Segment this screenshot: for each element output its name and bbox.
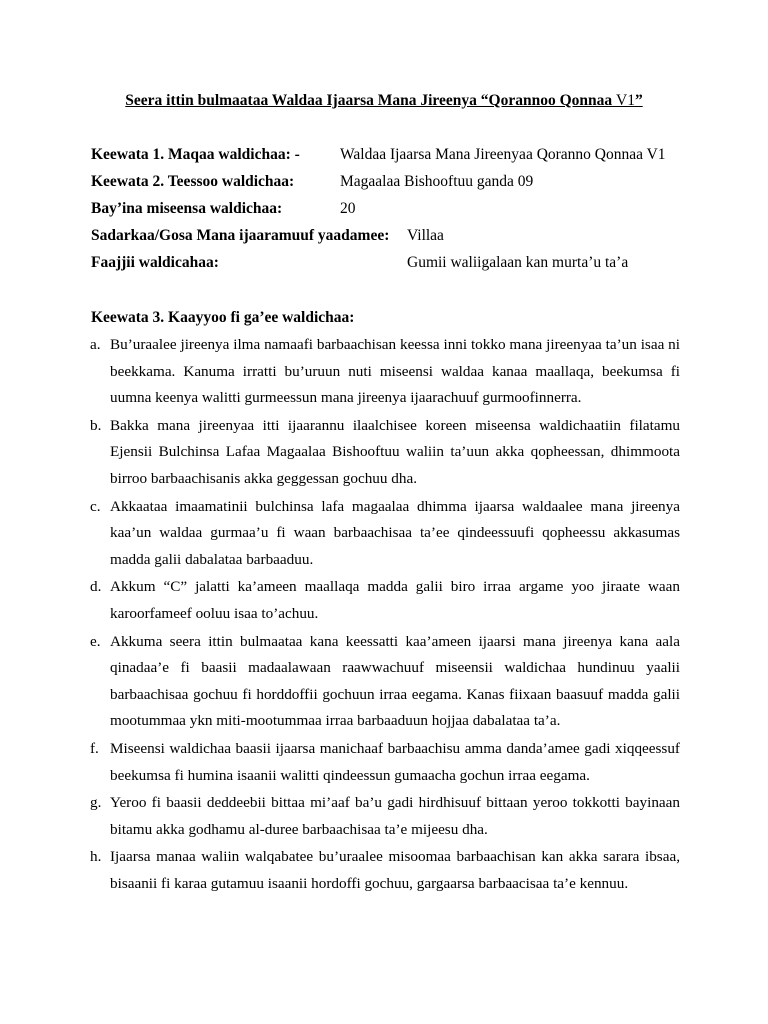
field-value: Gumii waliigalaan kan murta’u ta’a	[407, 254, 629, 271]
title-close-quote: ”	[634, 92, 643, 109]
field-label: Keewata 2. Teessoo waldichaa:	[91, 173, 295, 190]
list-item	[90, 413, 680, 493]
item-text: Akkaataa imaamatinii bulchinsa lafa magaalaa dhimma ijaarsa waldaalee mana jireenya kaa’un waldaa gurmaa’u fi waan barbaachisaa ta’ee qindeessuufi qopheessu akkasumas madda galii dabalataa barbaaduu.	[110, 497, 680, 568]
item-text: Miseensi waldichaa baasii ijaarsa manichaaf barbaachisu amma danda’amee gadi xiqqeessuf beekumsa fi humina isaanii walitti qindeessun gumaacha gochun irraa eegama.	[110, 739, 680, 784]
list-item	[90, 629, 680, 735]
document-title	[0, 92, 768, 110]
field-label: Sadarkaa/Gosa Mana ijaaramuuf yaadamee:	[91, 227, 390, 244]
item-letter: h.	[90, 848, 102, 866]
list-item	[90, 332, 680, 412]
field-value: Villaa	[407, 227, 444, 244]
field-label: Faajjii waldicahaa:	[91, 254, 219, 271]
field-label: Keewata 1. Maqaa waldichaa: -	[91, 146, 300, 163]
list-item	[90, 574, 680, 627]
field-value: Magaalaa Bishooftuu ganda 09	[340, 173, 534, 190]
item-text: Ijaarsa manaa waliin walqabatee bu’uraalee misoomaa barbaachisan kan akka sarara ibsaa, bisaanii fi karaa gutamuu isaanii hordoffi gochuu, gargaarsa barbaacisaa ta’e kennuu.	[110, 848, 680, 892]
objectives-list	[90, 332, 680, 898]
list-item	[90, 736, 680, 789]
field-value: 20	[340, 200, 356, 217]
item-text: Yeroo fi baasii deddeebii bittaa mi’aaf ba’u gadi hirdhisuuf bittaan yeroo tokkotti bayinaan bitamu akka godhamu al-duree barbaachisaa ta’e mijeesu dha.	[110, 794, 680, 838]
list-item	[90, 494, 680, 574]
title-text: Seera ittin bulmaataa Waldaa Ijaarsa Mana Jireenya “Qorannoo Qonnaa	[125, 92, 616, 109]
item-text: Bakka mana jireenyaa itti ijaarannu ilaalchisee koreen miseensa waldichaatiin filatamu Ejensii Bulchinsa Lafaa Magaalaa Bishooftuu waliin ta’uun akka qopheessan, dhimmoota birroo barbaachisanis akka geggessan gochuu dha.	[110, 416, 680, 487]
item-text: Akkuma seera ittin bulmaataa kana keessatti kaa’ameen ijaarsi mana jireenya kana aala qinadaa’e fi baasii madaalawaan raawwachuuf miseensii waldichaa hundinuu yaalii barbaachisaa gochuu fi horddoffii gochuun irraa eegama. Kanas fiixaan baasuuf madda galii mootummaa ykn miti-mootummaa irraa barbaaduun hojjaa dabalataa ta’a.	[110, 632, 680, 730]
item-letter: a.	[90, 336, 101, 353]
item-letter: b.	[90, 416, 102, 434]
item-text: Akkum “C” jalatti ka’ameen maallaqa madda galii biro irraa argame yoo jiraate waan karoorfameef ooluu isaa to’achuu.	[110, 578, 680, 622]
item-letter: d.	[90, 578, 102, 596]
item-letter: f.	[90, 739, 99, 757]
item-letter: c.	[90, 497, 101, 515]
field-label: Bay’ina miseensa waldichaa:	[91, 200, 283, 217]
list-item	[90, 844, 680, 897]
item-letter: e.	[90, 632, 101, 650]
section-3-heading: Keewata 3. Kaayyoo fi ga’ee waldichaa:	[91, 309, 355, 326]
field-value: Waldaa Ijaarsa Mana Jireenyaa Qoranno Qonnaa V1	[340, 146, 666, 163]
list-item	[90, 790, 680, 843]
title-version: V1	[616, 92, 635, 109]
item-letter: g.	[90, 794, 102, 812]
item-text: Bu’uraalee jireenya ilma namaafi barbaachisan keessa inni tokko mana jireenyaa ta’un isaa ni beekkama. Kanuma irratti bu’uruun nuti miseensi waldaa kanaa maallaqa, beekumsa fi uumna keenya walitti gurmeessun mana jireenya ijaarachuuf gurmoofinnerra.	[110, 336, 680, 407]
